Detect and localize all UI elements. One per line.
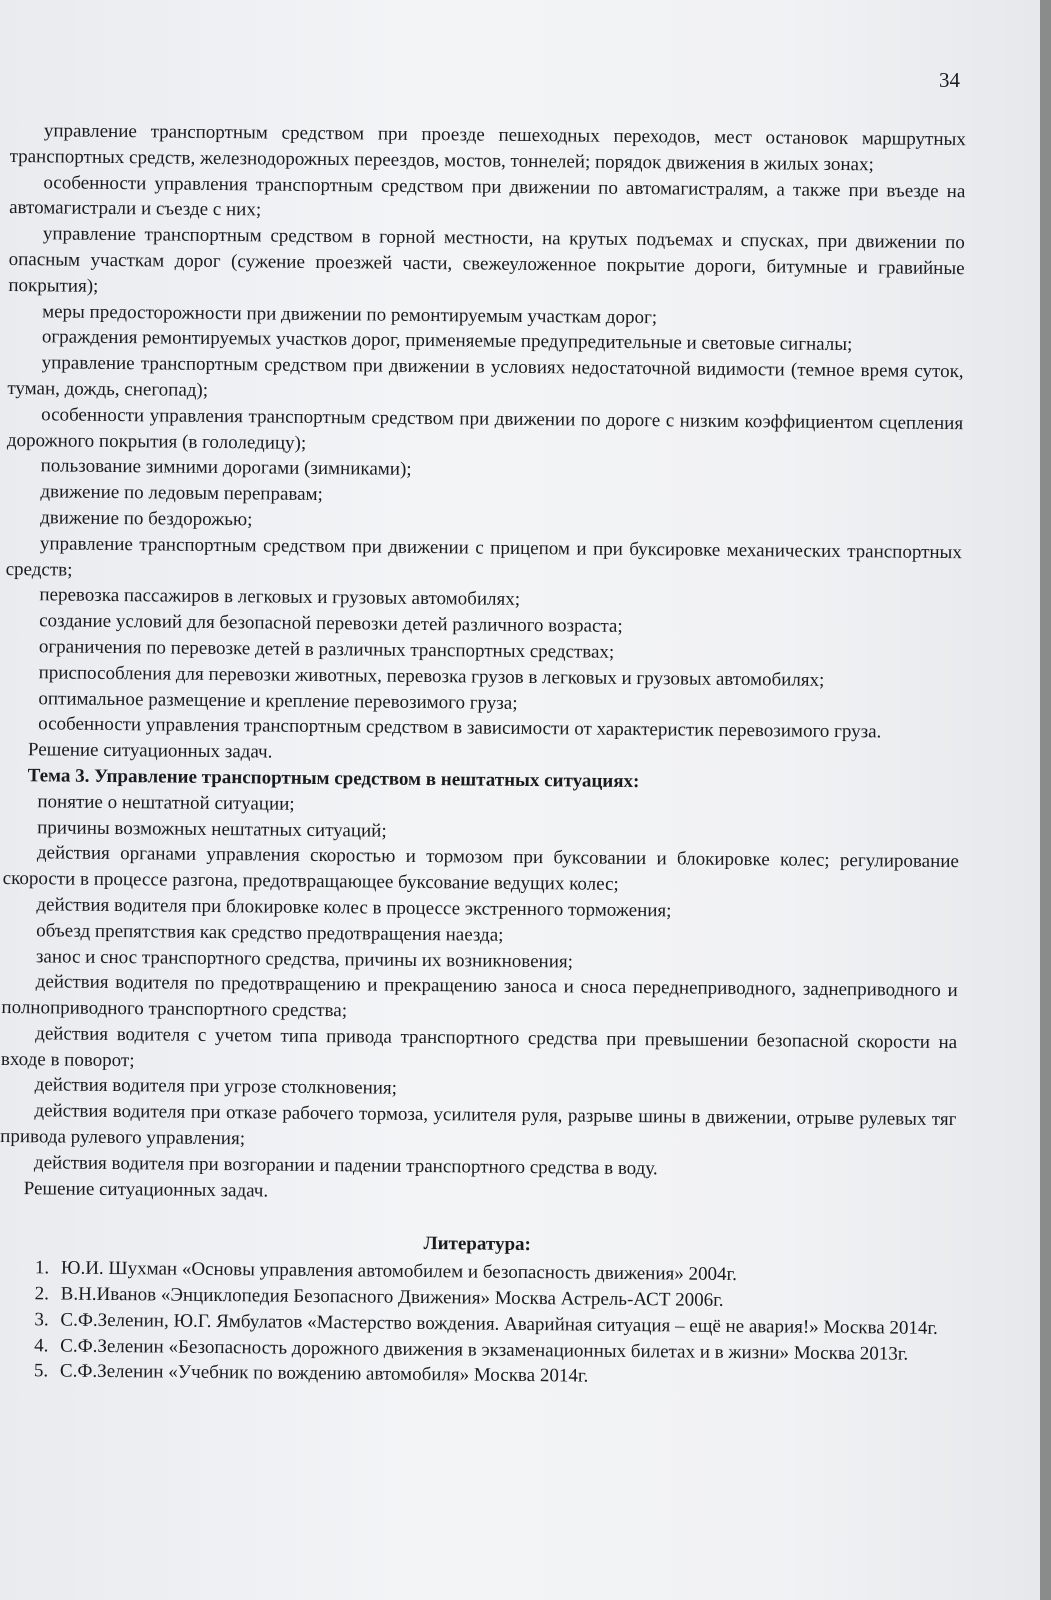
list-item: ограничения по перевозке детей в различных транспортных средствах; <box>38 636 615 663</box>
list-item: занос и снос транспортного средства, причины их возникновения; <box>35 945 574 972</box>
list-item: понятие о нештатной ситуации; <box>37 791 295 815</box>
list-item: движение по ледовым переправам; <box>40 481 323 506</box>
reference-text: В.Н.Иванов «Энциклопедия Безопасного Движения» Москва Астрель-АСТ 2006г. <box>60 1283 724 1311</box>
list-item: действия водителя при угрозе столкновения; <box>34 1074 398 1100</box>
reference-text: Ю.И. Шухман «Основы управления автомобилем и безопасность движения» 2004г. <box>60 1257 738 1286</box>
list-item: действия водителя с учетом типа привода транспортного средства при превышении безопасной скорости на входе в поворот; <box>0 1023 958 1071</box>
reference-text: С.Ф.Зеленин, Ю.Г. Ямбулатов «Мастерство вождения. Аварийная ситуация – ещё не авария!» Москва 2014г. <box>60 1309 938 1339</box>
page-number: 34 <box>939 68 960 92</box>
list-item: ограждения ремонтируемых участков дорог, применяемые предупредительные и световые сигналы; <box>41 326 853 356</box>
list-item: действия водителя при блокировке колес в процессе экстренного торможения; <box>36 894 672 922</box>
list-item: создание условий для безопасной перевозки детей различного возраста; <box>39 610 623 638</box>
list-item: причины возможных нештатных ситуаций; <box>37 816 387 842</box>
list-item: перевозка пассажиров в легковых и грузовых автомобилях; <box>39 584 521 611</box>
list-item: объезд препятствия как средство предотвращения наезда; <box>36 919 504 946</box>
list-item: особенности управления транспортным средством при движении по автомагистралям, а также при въезде на автомагистрали и съезде с них; <box>9 171 966 221</box>
reference-number: 5. <box>33 1360 49 1382</box>
list-item: действия органами управления скоростью и тормозом при буксовании и блокировке колес; регулирование скорости в процессе разгона, предотвращающее буксование ведущих колес; <box>2 842 960 895</box>
list-item: движение по бездорожью; <box>40 507 253 531</box>
list-item: пользование зимними дорогами (зимниками); <box>40 455 412 481</box>
list-item: действия водителя по предотвращению и прекращению заноса и сноса переднеприводного, заднеприводного и полноприводного транспортного средства; <box>1 971 958 1022</box>
list-item: оптимальное размещение и крепление перевозимого груза; <box>38 687 518 714</box>
situational-tasks-label: Решение ситуационных задач. <box>23 1177 269 1202</box>
list-item: управление транспортным средством при движении в условиях недостаточной видимости (темное время суток, туман, дождь, снегопад); <box>7 352 964 401</box>
list-item: особенности управления транспортным средством в зависимости от характеристик перевозимого груза. <box>38 713 882 743</box>
reference-number: 1. <box>34 1257 50 1279</box>
reference-text: С.Ф.Зеленин «Безопасность дорожного движения в экзаменационных билетах и в жизни» Москва 2013г. <box>60 1335 909 1365</box>
reference-number: 3. <box>34 1309 49 1331</box>
list-item: действия водителя при возгорании и падении транспортного средства в воду. <box>33 1152 658 1180</box>
reference-text: С.Ф.Зеленин «Учебник по вождению автомобиля» Москва 2014г. <box>59 1360 589 1388</box>
situational-tasks-label: Решение ситуационных задач. <box>27 739 273 763</box>
topic-3-heading: Тема 3. Управление транспортным средством в нештатных ситуациях: <box>27 765 640 792</box>
reference-number: 4. <box>34 1334 49 1357</box>
literature-heading: Литература: <box>423 1233 532 1256</box>
list-item: управление транспортным средством при движении с прицепом и при буксировке механических транспортных средств; <box>5 533 962 581</box>
reference-number: 2. <box>34 1283 50 1305</box>
list-item: меры предосторожности при движении по ремонтируемым участкам дорог; <box>42 300 658 328</box>
list-item: управление транспортным средством при проезде пешеходных переходов, мест остановок маршрутных транспортных средств, железнодорожных переездов, мостов, тоннелей; порядок движения в жилых зонах; <box>9 120 966 176</box>
list-item: управление транспортным средством в горной местности, на крутых подъемах и спусках, при движении по опасным участкам дорог (сужение проезжей части, свежеуложенное покрытие дороги, битумные и гравийные покрытия); <box>8 223 965 297</box>
page-content <box>0 118 966 1393</box>
list-item: особенности управления транспортным средством при движении по дороге с низким коэффициентом сцепления дорожного покрытия (в гололедицу); <box>6 404 964 454</box>
list-item: приспособления для перевозки животных, перевозка грузов в легковых и грузовых автомобилях; <box>38 662 825 691</box>
list-item: действия водителя при отказе рабочего тормоза, усилителя руля, разрыве шины в движении, отрыве рулевых тяг привода рулевого управления; <box>0 1100 957 1150</box>
